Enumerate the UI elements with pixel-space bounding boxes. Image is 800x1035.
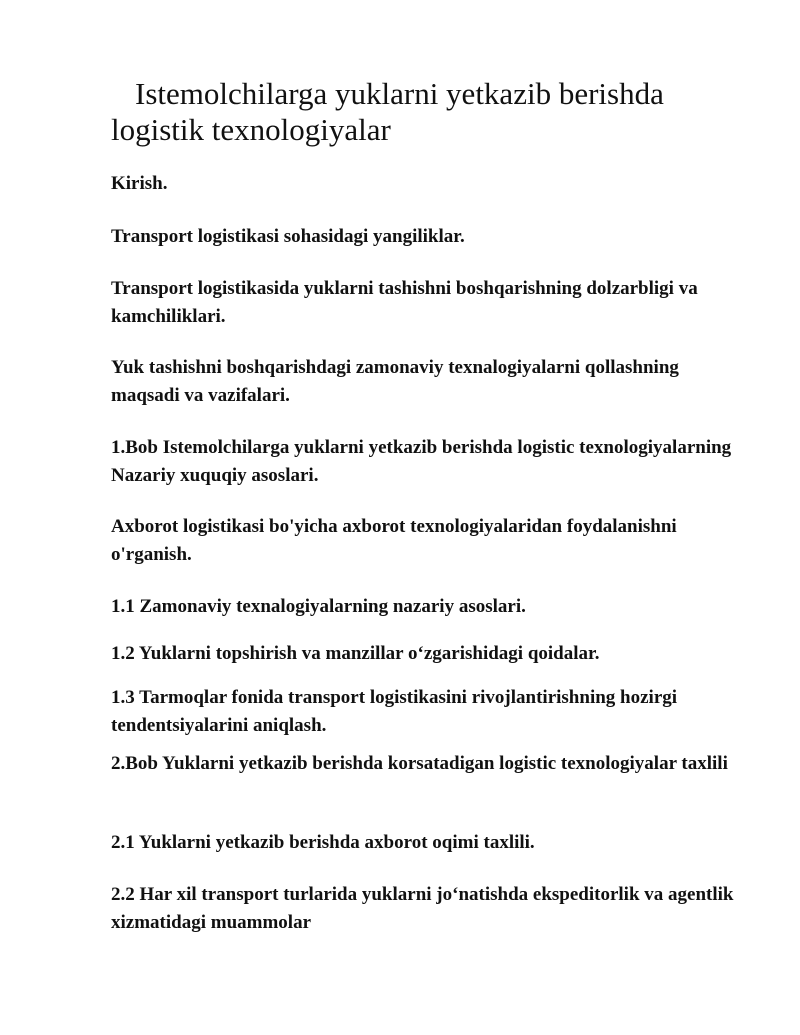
toc-item-section-2-2: 2.2 Har xil transport turlarida yuklarni joʻnatishda ekspeditorlik va agentlik xizmatidagi muammolar — [111, 884, 734, 933]
toc-item: Transport logistikasida yuklarni tashishni boshqarishning dolzarbligi va kamchiliklari. — [111, 278, 698, 327]
toc-item-section-1-1: 1.1 Zamonaviy texnalogiyalarning nazariy asoslari. — [111, 596, 526, 617]
toc-item-section-1-2: 1.2 Yuklarni topshirish va manzillar oʻzgarishidagi qoidalar. — [111, 643, 600, 664]
toc-item: Axborot logistikasi bo'yicha axborot texnologiyalaridan foydalanishni o'rganish. — [111, 516, 677, 565]
document-title: Istemolchilarga yuklarni yetkazib berishda logistik texnologiyalar — [111, 76, 664, 147]
toc-item: Transport logistikasi sohasidagi yangiliklar. — [111, 226, 465, 247]
toc-item-section-2-1: 2.1 Yuklarni yetkazib berishda axborot oqimi taxlili. — [111, 832, 535, 853]
toc-item-introduction: Kirish. — [111, 173, 168, 194]
toc-item-chapter-2: 2.Bob Yuklarni yetkazib berishda korsatadigan logistic texnologiyalar taxlili — [111, 753, 728, 774]
toc-item-chapter-1: 1.Bob Istemolchilarga yuklarni yetkazib berishda logistic texnologiyalarning Nazariy xuquqiy asoslari. — [111, 437, 732, 486]
toc-item: Yuk tashishni boshqarishdagi zamonaviy texnalogiyalarni qollashning maqsadi va vazifalari. — [111, 357, 679, 406]
toc-item-section-1-3: 1.3 Tarmoqlar fonida transport logistikasini rivojlantirishning hozirgi tendentsiyalarini aniqlash. — [111, 687, 678, 736]
